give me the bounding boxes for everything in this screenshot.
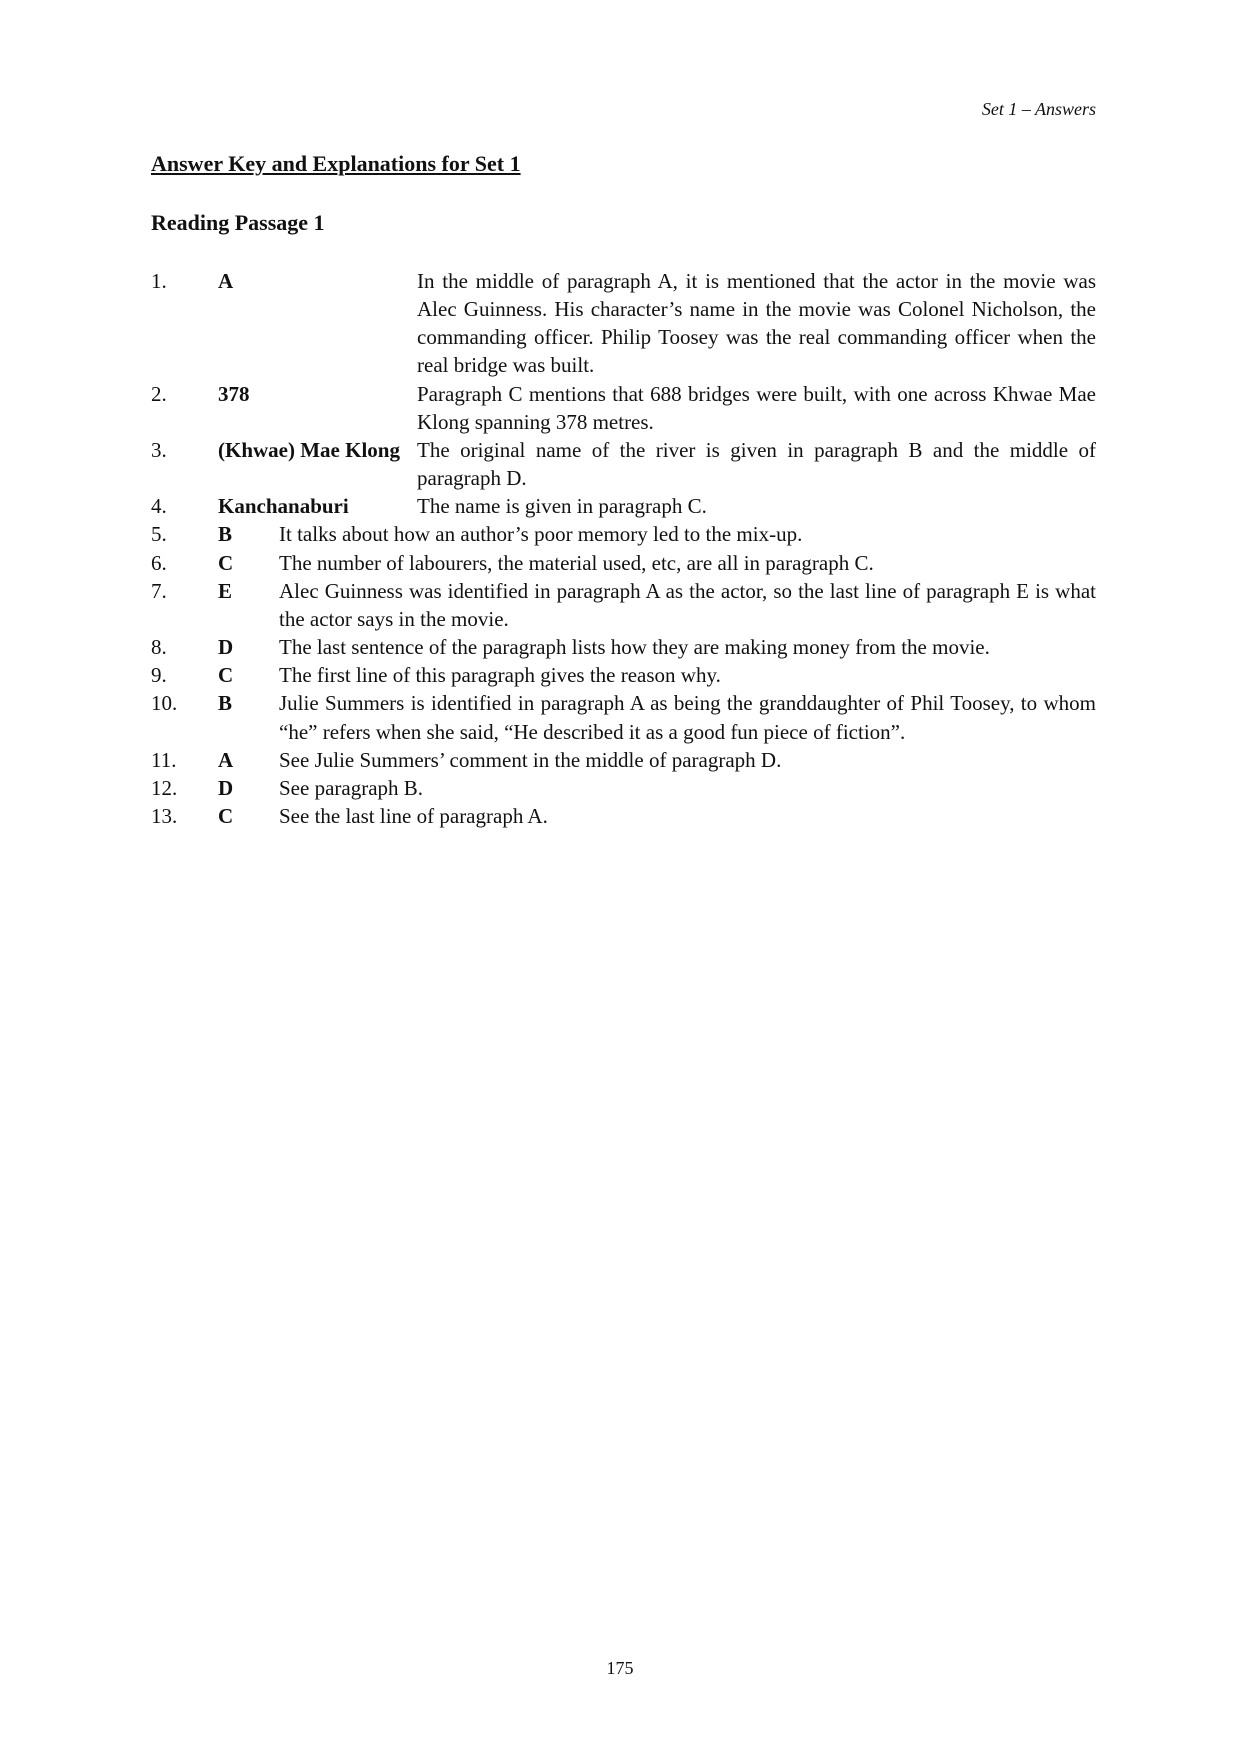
- answer-item: [151, 689, 1096, 745]
- question-number: 1.: [151, 269, 167, 293]
- explanation: Alec Guinness was identified in paragraph A as the actor, so the last line of paragraph E is what the actor says in the movie.: [279, 578, 1096, 631]
- question-number: 2.: [151, 381, 167, 406]
- answer-item: [151, 549, 1096, 577]
- answer: C: [218, 803, 234, 828]
- explanation: The last sentence of the paragraph lists how they are making money from the movie.: [279, 635, 990, 660]
- question-number: 7.: [151, 578, 167, 603]
- page-title: Answer Key and Explanations for Set 1: [151, 151, 521, 176]
- answer-list: [151, 267, 1096, 830]
- question-number: 12.: [151, 775, 178, 800]
- answer: A: [218, 747, 234, 772]
- page-number: 175: [606, 1658, 634, 1678]
- question-number: 9.: [151, 663, 167, 688]
- explanation: The number of labourers, the material used, etc, are all in paragraph C.: [279, 550, 874, 575]
- question-number: 3.: [151, 437, 167, 462]
- answer: 378: [218, 381, 250, 406]
- answer: E: [218, 578, 233, 603]
- question-number: 13.: [151, 803, 178, 828]
- answer-item: [151, 436, 1096, 492]
- explanation: It talks about how an author’s poor memory led to the mix-up.: [279, 522, 803, 547]
- explanation: See paragraph B.: [279, 775, 424, 800]
- answer-item: [151, 774, 1096, 802]
- answer: D: [218, 635, 234, 660]
- answer: D: [218, 775, 234, 800]
- explanation: The original name of the river is given in paragraph B and the middle of paragraph D.: [417, 437, 1096, 491]
- answer-item: [151, 492, 1096, 520]
- answer: C: [218, 663, 234, 688]
- answer-item: [151, 661, 1096, 689]
- question-number: 5.: [151, 522, 167, 547]
- section-heading: Reading Passage 1: [151, 210, 325, 235]
- answer: Kanchanaburi: [218, 494, 349, 519]
- running-header: Set 1 – Answers: [981, 99, 1096, 119]
- explanation: Paragraph C mentions that 688 bridges were built, with one across Khwae Mae Klong spanning 378 metres.: [417, 381, 1096, 434]
- answer: B: [218, 691, 233, 716]
- answer: (Khwae) Mae Klong: [218, 437, 400, 462]
- question-number: 4.: [151, 494, 167, 519]
- explanation: See the last line of paragraph A.: [279, 803, 548, 828]
- answer-item: [151, 633, 1096, 661]
- explanation: The name is given in paragraph C.: [417, 494, 707, 519]
- answer-item: [151, 802, 1096, 830]
- answer: A: [218, 269, 234, 293]
- answer: B: [218, 522, 233, 547]
- question-number: 10.: [151, 691, 178, 716]
- explanation: In the middle of paragraph A, it is mentioned that the actor in the movie was Alec Guinness. His character’s name in the movie was Colonel Nicholson, the commanding officer. Philip Toosey was the real commanding officer when the real bridge was built.: [417, 269, 1096, 378]
- answer: C: [218, 550, 234, 575]
- question-number: 6.: [151, 550, 167, 575]
- explanation: See Julie Summers’ comment in the middle of paragraph D.: [279, 747, 782, 772]
- answer-item: [151, 746, 1096, 774]
- answer-item: [151, 577, 1096, 633]
- question-number: 8.: [151, 635, 167, 660]
- explanation: The first line of this paragraph gives the reason why.: [279, 663, 721, 688]
- answer-item: [151, 520, 1096, 548]
- answer-item: [151, 380, 1096, 436]
- answer-item: [151, 267, 1096, 380]
- explanation: Julie Summers is identified in paragraph A as being the granddaughter of Phil Toosey, to whom “he” refers when she said, “He described it as a good fun piece of fiction”.: [279, 691, 1096, 744]
- question-number: 11.: [151, 747, 177, 772]
